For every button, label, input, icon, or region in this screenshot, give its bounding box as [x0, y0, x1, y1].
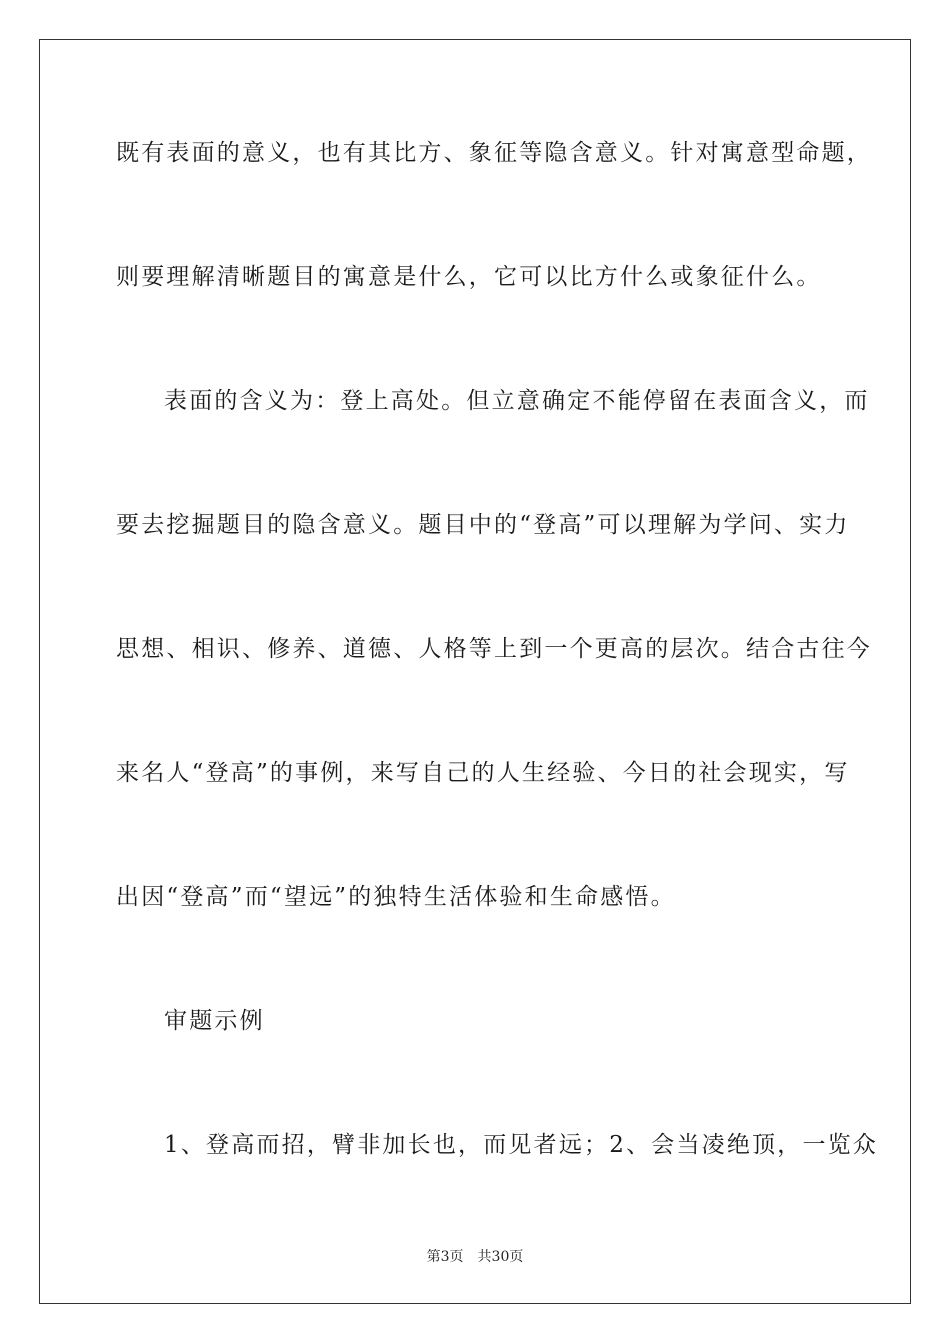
paragraph-first-line: 1、登高而招，臂非加长也，而见者远；2、会当凌绝顶，一览众	[164, 1132, 879, 1158]
page-footer	[0, 1248, 950, 1266]
page-frame	[39, 39, 911, 1304]
text-line: 则要理解清晰题目的寓意是什么，它可以比方什么或象征什么。	[116, 264, 822, 290]
text-line: 思想、相识、修养、道德、人格等上到一个更高的层次。结合古往今	[116, 636, 872, 662]
page-total: 共30页	[477, 1249, 524, 1265]
text-line: 要去挖掘题目的隐含意义。题目中的“登高”可以理解为学问、实力	[116, 512, 850, 538]
paragraph-first-line: 表面的含义为：登上高处。但立意确定不能停留在表面含义，而	[164, 388, 870, 414]
page-number: 第3页	[426, 1249, 464, 1265]
text-line: 出因“登高”而“望远”的独特生活体验和生命感悟。	[116, 884, 676, 910]
text-line: 来名人“登高”的事例，来写自己的人生经验、今日的社会现实，写	[116, 760, 850, 786]
text-line: 既有表面的意义，也有其比方、象征等隐含意义。针对寓意型命题，	[116, 140, 872, 166]
section-heading: 审题示例	[164, 1008, 265, 1034]
